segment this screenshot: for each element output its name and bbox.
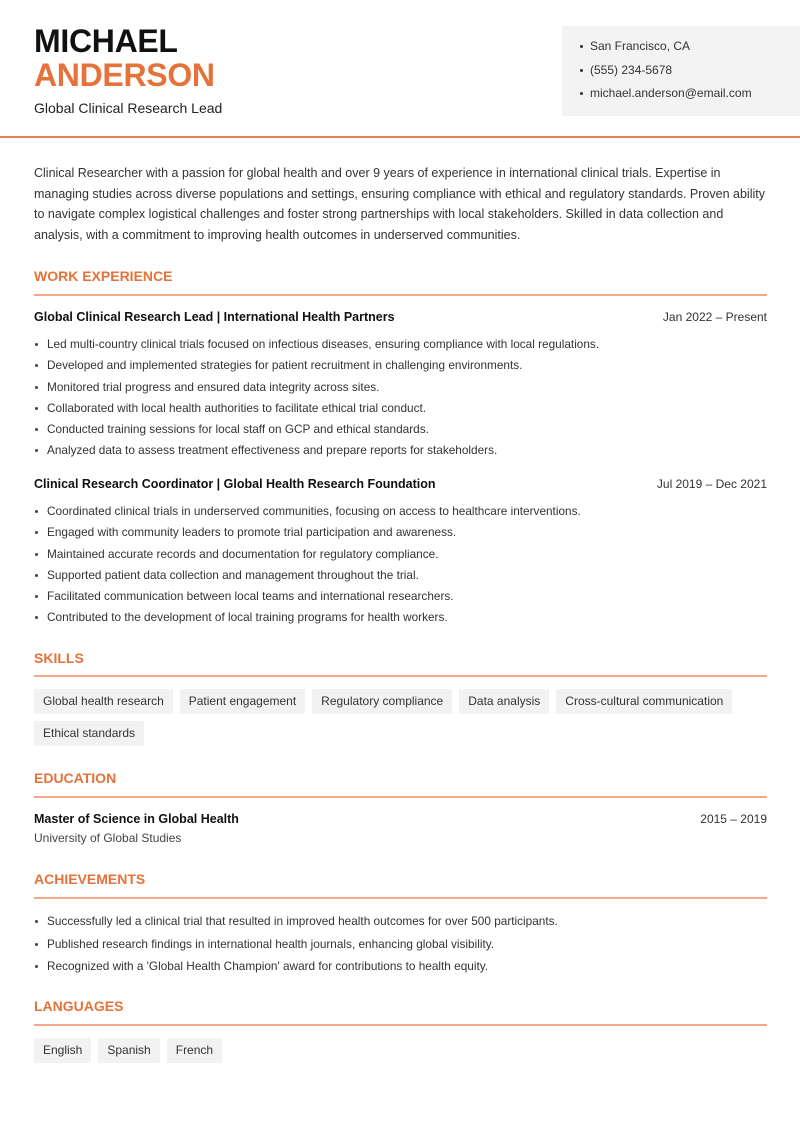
job-title: Global Clinical Research Lead <box>34 100 223 116</box>
list-item: Developed and implemented strategies for patient recruitment in challenging environments. <box>34 357 767 378</box>
list-item: Monitored trial progress and ensured data integrity across sites. <box>34 379 767 400</box>
list-item: Maintained accurate records and documentation for regulatory compliance. <box>34 546 767 567</box>
list-item: Conducted training sessions for local staff on GCP and ethical standards. <box>34 421 767 442</box>
skill-chip: Data analysis <box>459 689 549 714</box>
candidate-name <box>34 24 215 92</box>
section-title-languages: LANGUAGES <box>34 998 124 1014</box>
list-item: Coordinated clinical trials in underserved communities, focusing on access to healthcare interventions. <box>34 503 767 524</box>
skill-chip: Regulatory compliance <box>312 689 452 714</box>
degree: Master of Science in Global Health <box>34 812 239 826</box>
section-divider <box>34 796 767 798</box>
achievements-list <box>34 913 767 981</box>
skill-chip: Cross-cultural communication <box>556 689 732 714</box>
list-item: Recognized with a 'Global Health Champion' award for contributions to health equity. <box>34 958 767 981</box>
section-title-education: EDUCATION <box>34 770 117 786</box>
language-chip: English <box>34 1038 91 1063</box>
contact-phone: (555) 234-5678 <box>580 62 800 86</box>
contact-location: San Francisco, CA <box>580 38 800 62</box>
list-item: Engaged with community leaders to promote trial participation and awareness. <box>34 524 767 545</box>
skills-list <box>34 689 774 746</box>
skill-chip: Global health research <box>34 689 173 714</box>
section-divider <box>34 294 767 296</box>
summary-paragraph: Clinical Researcher with a passion for global health and over 9 years of experience in international clinical trials. Expertise in managing studies across diverse populations and settings, ensuring compliance with ethical and regulatory standards. Proven ability to navigate complex logistical challenges and foster strong partnerships with local stakeholders. Skilled in data collection and analysis, with a commitment to improving health outcomes in underserved communities. <box>34 166 765 243</box>
list-item: Contributed to the development of local training programs for health workers. <box>34 609 767 630</box>
language-chip: Spanish <box>98 1038 159 1063</box>
job-role: Global Clinical Research Lead | International Health Partners <box>34 310 395 324</box>
list-item: Published research findings in international health journals, enhancing global visibility. <box>34 936 767 959</box>
contact-email[interactable]: michael.anderson@email.com <box>580 85 800 109</box>
job-date: Jan 2022 – Present <box>662 310 767 324</box>
list-item: Analyzed data to assess treatment effectiveness and prepare reports for stakeholders. <box>34 442 767 463</box>
list-item: Collaborated with local health authorities to facilitate ethical trial conduct. <box>34 400 767 421</box>
job-bullets <box>34 336 767 464</box>
section-title-skills: SKILLS <box>34 650 84 666</box>
school: University of Global Studies <box>34 831 182 845</box>
education-date: 2015 – 2019 <box>700 812 767 826</box>
job-heading <box>34 477 767 491</box>
contact-box <box>562 26 800 116</box>
first-name: MICHAEL <box>34 23 178 59</box>
education-heading <box>34 812 767 826</box>
section-divider <box>34 1024 767 1026</box>
section-divider <box>34 675 767 677</box>
languages-list <box>34 1038 774 1063</box>
list-item: Successfully led a clinical trial that resulted in improved health outcomes for over 500 participants. <box>34 913 767 936</box>
skill-chip: Ethical standards <box>34 721 144 746</box>
section-title-achievements: ACHIEVEMENTS <box>34 871 146 887</box>
section-title-work: WORK EXPERIENCE <box>34 268 173 284</box>
list-item: Facilitated communication between local teams and international researchers. <box>34 588 767 609</box>
skill-chip: Patient engagement <box>180 689 305 714</box>
language-chip: French <box>167 1038 222 1063</box>
list-item: Led multi-country clinical trials focused on infectious diseases, ensuring compliance with local regulations. <box>34 336 767 357</box>
job-role: Clinical Research Coordinator | Global Health Research Foundation <box>34 477 436 491</box>
section-divider <box>34 897 767 899</box>
job-heading <box>34 310 767 324</box>
last-name: ANDERSON <box>34 57 215 93</box>
list-item: Supported patient data collection and management throughout the trial. <box>34 567 767 588</box>
job-bullets <box>34 503 767 631</box>
job-date: Jul 2019 – Dec 2021 <box>656 477 767 491</box>
resume-header <box>0 0 800 138</box>
